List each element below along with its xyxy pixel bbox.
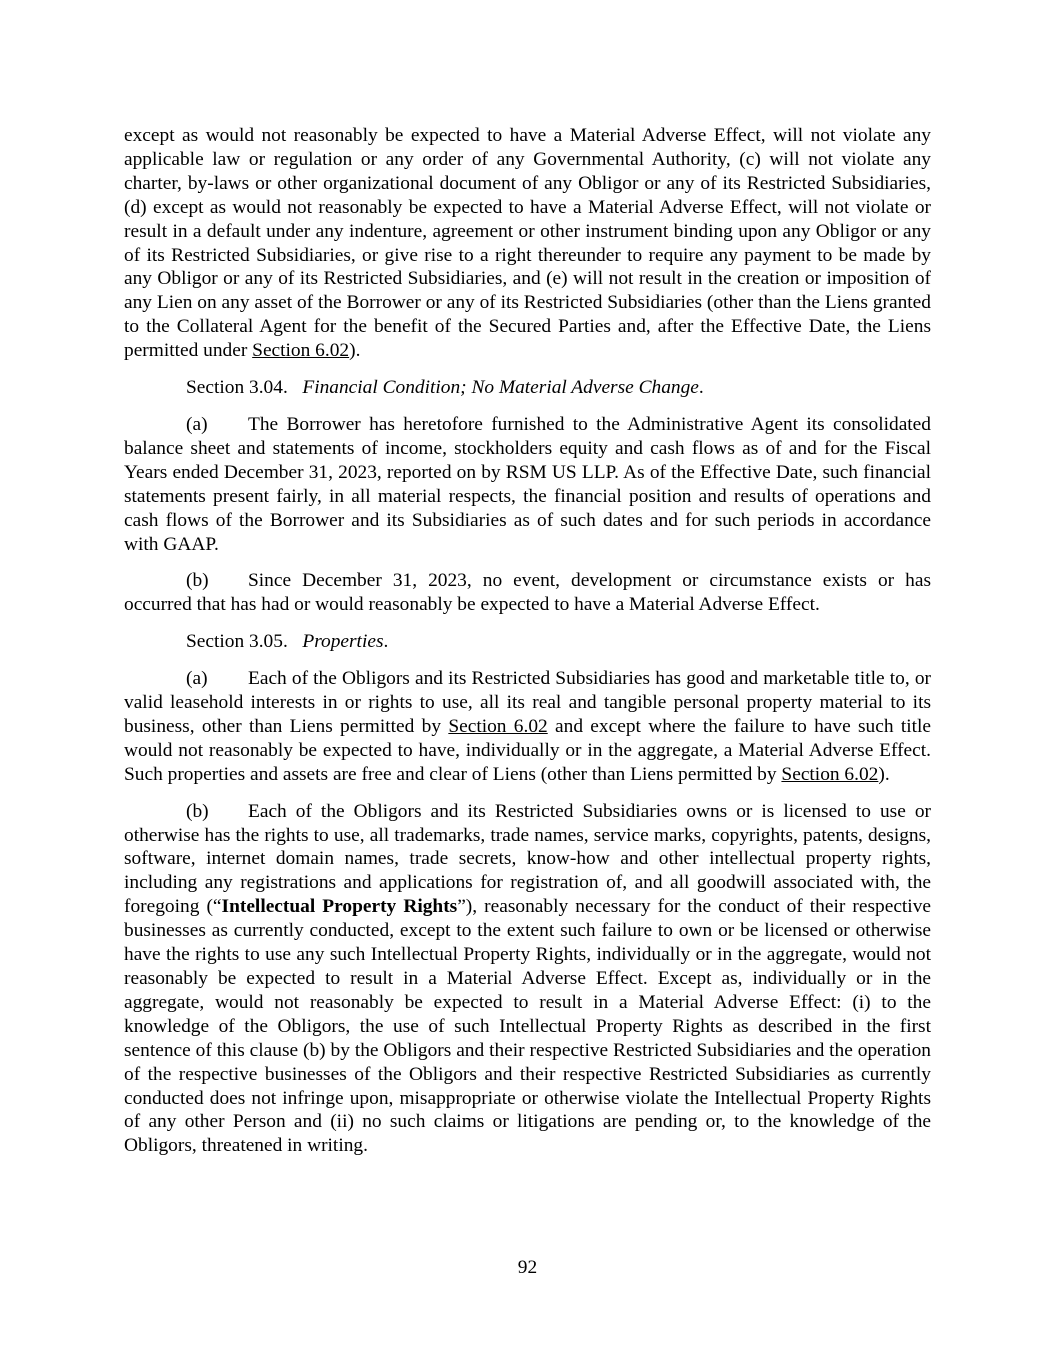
section-number: Section 3.04. bbox=[186, 377, 288, 399]
section-title: Financial Condition; No Material Adverse Change bbox=[302, 377, 699, 399]
clause-text: The Borrower has heretofore furnished to the Administrative Agent its consolidated balance sheet and statements of income, stockholders equity and cash flows as of and for the Fiscal Years ended December 31, 2023, reported on by RSM US LLP. As of the Effective Date, such financial statements present fairly, in all material respects, the financial position and results of operations and cash flows of the Borrower and its Subsidiaries as of such dates and for such periods in accordance with GAAP. bbox=[124, 413, 931, 555]
section-reference: Section 6.02 bbox=[252, 340, 350, 362]
section-title-end: . bbox=[383, 631, 389, 653]
paragraph-text: ). bbox=[349, 340, 361, 362]
clause-text: ). bbox=[878, 763, 890, 785]
clause-text: and except where the failure to have such title would not reasonably be expected to have, individually or in the aggregate, a Material Adverse Effect. Such properties and assets are free and clear of Liens (other than Liens permitted by bbox=[124, 715, 931, 785]
document-page bbox=[124, 124, 931, 1158]
clause-text: Since December 31, 2023, no event, development or circumstance exists or has occurred that has had or would reasonably be expected to have a Material Adverse Effect. bbox=[124, 570, 931, 616]
section-reference: Section 6.02 bbox=[781, 763, 879, 785]
defined-term: Intellectual Property Rights bbox=[221, 896, 458, 918]
clause-label: (b) bbox=[186, 570, 209, 592]
section-title-end: . bbox=[698, 377, 704, 399]
clause-text: ”), reasonably necessary for the conduct of their respective businesses as currently conducted, except to the extent such failure to own or be licensed or otherwise have the rights to use any such Intellectual Property Rights, individually or in the aggregate, would not reasonably be expected to result in a Material Adverse Effect. Except as, individually or in the aggregate, would not reasonably be expected to result in a Material Adverse Effect: (i) to the knowledge of the Obligors, the use of such Intellectual Property Rights as described in the first sentence of this clause (b) by the Obligors and their respective Restricted Subsidiaries and the operation of the respective businesses of the Obligors and their respective Restricted Subsidiaries as currently conducted does not infringe upon, misappropriate or otherwise violate the Intellectual Property Rights of any other Person and (ii) no such claims or litigations are pending or, to the knowledge of the Obligors, threatened in writing. bbox=[124, 896, 931, 1157]
clause-3-04-a bbox=[124, 413, 931, 556]
clause-3-05-a bbox=[124, 667, 931, 787]
section-reference: Section 6.02 bbox=[448, 715, 548, 737]
paragraph-continuation bbox=[124, 124, 931, 363]
section-heading-3-04 bbox=[124, 376, 931, 400]
clause-text: Each of the Obligors and its Restricted Subsidiaries has good and marketable title to, or valid leasehold interests in or rights to use, all its real and tangible personal property material to its business, other than Liens permitted by bbox=[124, 668, 931, 737]
clause-3-04-b bbox=[124, 569, 931, 617]
clause-3-05-b bbox=[124, 800, 931, 1159]
section-heading-3-05 bbox=[124, 630, 931, 654]
section-number: Section 3.05. bbox=[186, 631, 288, 653]
paragraph-text: except as would not reasonably be expected to have a Material Adverse Effect, will not violate any applicable law or regulation or any order of any Governmental Authority, (c) will not violate any charter, by-laws or other organizational document of any Obligor or any of its Restricted Subsidiaries, (d) except as would not reasonably be expected to have a Material Adverse Effect, will not violate or result in a default under any indenture, agreement or other instrument binding upon any Obligor or any of its Restricted Subsidiaries, or give rise to a right thereunder to require any payment to be made by any Obligor or any of its Restricted Subsidiaries, and (e) will not result in the creation or imposition of any Lien on any asset of the Borrower or any of its Restricted Subsidiaries (other than the Liens granted to the Collateral Agent for the benefit of the Secured Parties and, after the Effective Date, the Liens permitted under bbox=[124, 125, 931, 362]
clause-label: (a) bbox=[186, 413, 208, 435]
clause-label: (a) bbox=[186, 668, 208, 690]
page-number: 92 bbox=[517, 1257, 538, 1278]
clause-label: (b) bbox=[186, 800, 209, 822]
clause-text: Each of the Obligors and its Restricted Subsidiaries owns or is licensed to use or otherwise has the rights to use, all trademarks, trade names, service marks, copyrights, patents, designs, software, internet domain names, trade secrets, know-how and other intellectual property rights, including any registrations and applications for registration of, and all goodwill associated with, the foregoing (“ bbox=[124, 800, 931, 918]
section-title: Properties bbox=[302, 631, 384, 653]
